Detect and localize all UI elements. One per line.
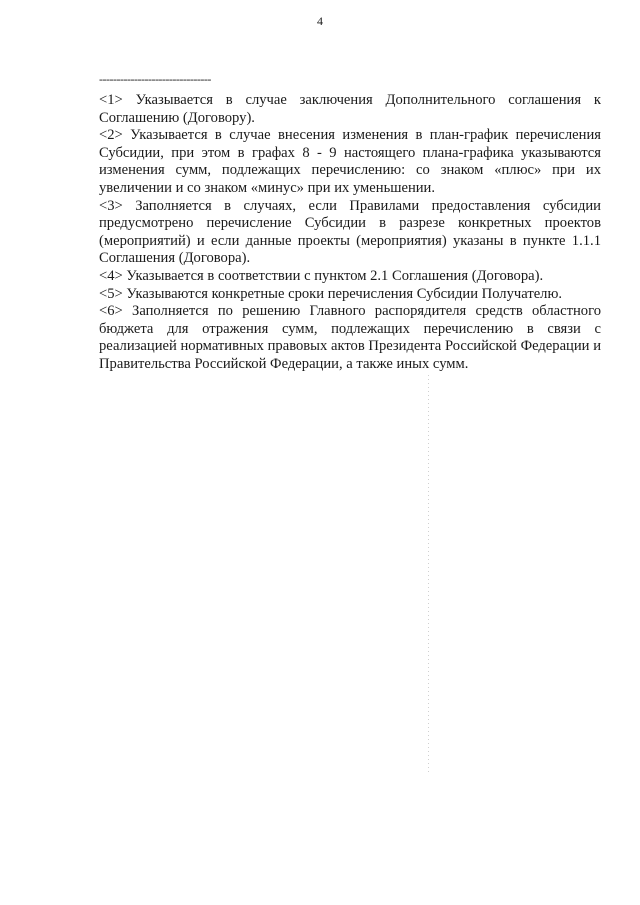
- footnote-5: <5> Указываются конкретные сроки перечисления Субсидии Получателю.: [99, 285, 563, 302]
- page-number: 4: [317, 14, 323, 28]
- footnotes-block: [99, 92, 601, 374]
- footnote-separator: --------------------------------: [99, 72, 211, 86]
- footnote-6: <6> Заполняется по решению Главного распорядителя средств областного бюджета для отражения сумм, подлежащих перечислению в связи с реализацией нормативных правовых актов Президента Российской Федерации и Правительства Российской Федерации, а также иных сумм.: [99, 303, 601, 372]
- footnote-3: <3> Заполняется в случаях, если Правилами предоставления субсидии предусмотрено перечисление Субсидии в разрезе конкретных проектов (мероприятий) и если данные проекты (мероприятия) указаны в пункте 1.1.1 Соглашения (Договора).: [99, 197, 601, 267]
- footnote-4: <4> Указывается в соответствии с пунктом 2.1 Соглашения (Договора).: [99, 267, 544, 284]
- scan-artifact-line: [428, 375, 429, 775]
- footnote-1: <1> Указывается в случае заключения Дополнительного соглашения к Соглашению (Договору).: [99, 92, 601, 126]
- footnote-2: <2> Указывается в случае внесения изменения в план-график перечисления Субсидии, при этом в графах 8 - 9 настоящего плана-графика указываются изменения сумм, подлежащих перечислению: со знаком «плюс» при их увеличении и со знаком «минус» при их уменьшении.: [99, 127, 601, 196]
